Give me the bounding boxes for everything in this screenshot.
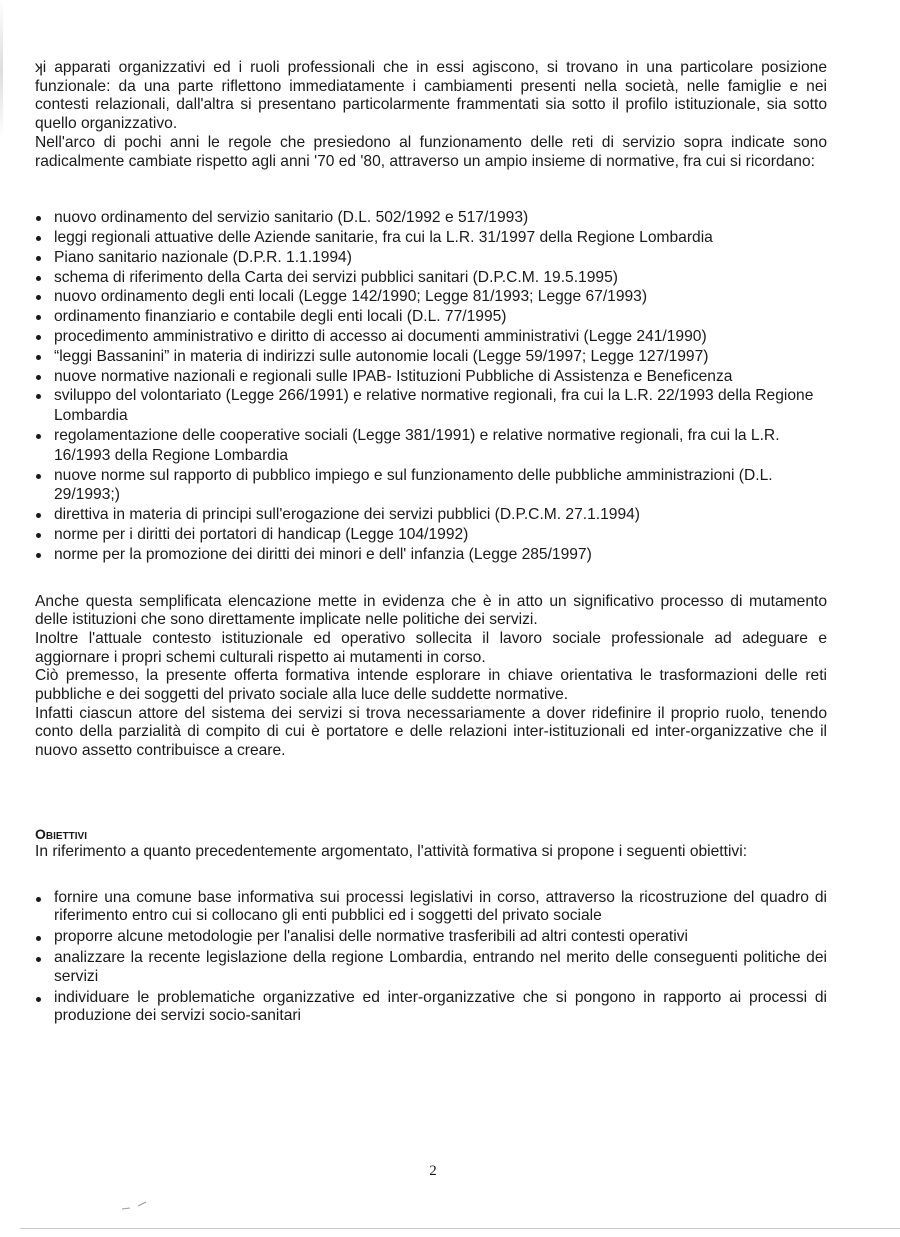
discussion-paragraph-2: Inoltre l'attuale contesto istituzionale ed operativo sollecita il lavoro sociale professionale ad adeguare e aggiornare i propri schemi culturali rispetto ai mutamenti in corso.: [35, 629, 827, 666]
list-item: regolamentazione delle cooperative sociali (Legge 381/1991) e relative normative regionali, fra cui la L.R. 16/1993 della Regione Lombardia: [35, 426, 827, 466]
list-item: proporre alcune metodologie per l'analisi delle normative trasferibili ad altri contesti operativi: [35, 928, 827, 947]
list-item: ordinamento finanziario e contabile degli enti locali (D.L. 77/1995): [35, 307, 827, 327]
scan-edge-shadow: [0, 0, 3, 140]
list-item: fornire una comune base informativa sui processi legislativi in corso, attraverso la ricostruzione del quadro di riferimento entro cui si collocano gli enti pubblici ed i soggetti del privato sociale: [35, 889, 827, 927]
list-item: “leggi Bassanini” in materia di indirizzi sulle autonomie locali (Legge 59/1997; Legge 127/1997): [35, 347, 827, 367]
scan-bottom-edge: [20, 1228, 900, 1229]
objectives-intro: In riferimento a quanto precedentemente argomentato, l'attività formativa si propone i seguenti obiettivi:: [35, 842, 748, 860]
list-item: norme per la promozione dei diritti dei minori e dell' infanzia (Legge 285/1997): [35, 545, 827, 565]
list-item: nuovo ordinamento degli enti locali (Legge 142/1990; Legge 81/1993; Legge 67/1993): [35, 287, 827, 307]
page-number: 2: [429, 1163, 437, 1179]
list-item: Piano sanitario nazionale (D.P.R. 1.1.1994): [35, 248, 827, 268]
list-item: norme per i diritti dei portatori di handicap (Legge 104/1992): [35, 525, 827, 545]
normative-list: [35, 208, 827, 564]
discussion-paragraph-3: Ciò premesso, la presente offerta formativa intende esplorare in chiave orientativa le trasformazioni delle reti pubbliche e dei soggetti del privato sociale alla luce delle suddette normative.: [35, 667, 827, 704]
list-item: individuare le problematiche organizzative ed inter-organizzative che si pongono in rapporto ai processi di produzione dei servizi socio-sanitari: [35, 989, 827, 1027]
discussion-paragraph-4: Infatti ciascun attore del sistema dei servizi si trova necessariamente a dover ridefinire il proprio ruolo, tenendo conto della parzialità di compito di cui è portatore e delle relazioni inter-istituzionali ed inter-organizzative che il nuovo assetto contribuisce a creare.: [35, 704, 827, 760]
list-item: schema di riferimento della Carta dei servizi pubblici sanitari (D.P.C.M. 19.5.1995): [35, 268, 827, 288]
section-heading-objectives: Obiettivi: [35, 825, 88, 842]
objectives-list: [35, 889, 827, 1027]
list-item: nuove normative nazionali e regionali sulle IPAB- Istituzioni Pubbliche di Assistenza e Beneficenza: [35, 367, 827, 387]
scan-speck-mark: [120, 1200, 150, 1212]
page-content: [35, 59, 827, 1028]
intro-paragraph-1: ʞi apparati organizzativi ed i ruoli professionali che in essi agiscono, si trovano in una particolare posizione funzionale: da una parte riflettono immediatamente i cambiamenti presenti nella società, nelle famiglie e nei contesti relazionali, dall'altra si presentano particolarmente frammentati sia sotto il profilo istituzionale, sia sotto quello organizzativo.: [35, 59, 827, 133]
discussion-paragraph-1: Anche questa semplificata elencazione mette in evidenza che è in atto un significativo processo di mutamento delle istituzioni che sono direttamente implicate nelle politiche dei servizi.: [35, 592, 827, 629]
list-item: nuove norme sul rapporto di pubblico impiego e sul funzionamento delle pubbliche amministrazioni (D.L. 29/1993;): [35, 466, 827, 506]
list-item: procedimento amministrativo e diritto di accesso ai documenti amministrativi (Legge 241/1990): [35, 327, 827, 347]
list-item: leggi regionali attuative delle Aziende sanitarie, fra cui la L.R. 31/1997 della Regione Lombardia: [35, 228, 827, 248]
intro-paragraph-2: Nell'arco di pochi anni le regole che presiedono al funzionamento delle reti di servizio sopra indicate sono radicalmente cambiate rispetto agli anni '70 ed '80, attraverso un ampio insieme di normative, fra cui si ricordano:: [35, 133, 827, 170]
list-item: direttiva in materia di principi sull'erogazione dei servizi pubblici (D.P.C.M. 27.1.1994): [35, 505, 827, 525]
list-item: nuovo ordinamento del servizio sanitario (D.L. 502/1992 e 517/1993): [35, 208, 827, 228]
list-item: analizzare la recente legislazione della regione Lombardia, entrando nel merito delle conseguenti politiche dei servizi: [35, 949, 827, 987]
list-item: sviluppo del volontariato (Legge 266/1991) e relative normative regionali, fra cui la L.R. 22/1993 della Regione Lombardia: [35, 386, 827, 426]
